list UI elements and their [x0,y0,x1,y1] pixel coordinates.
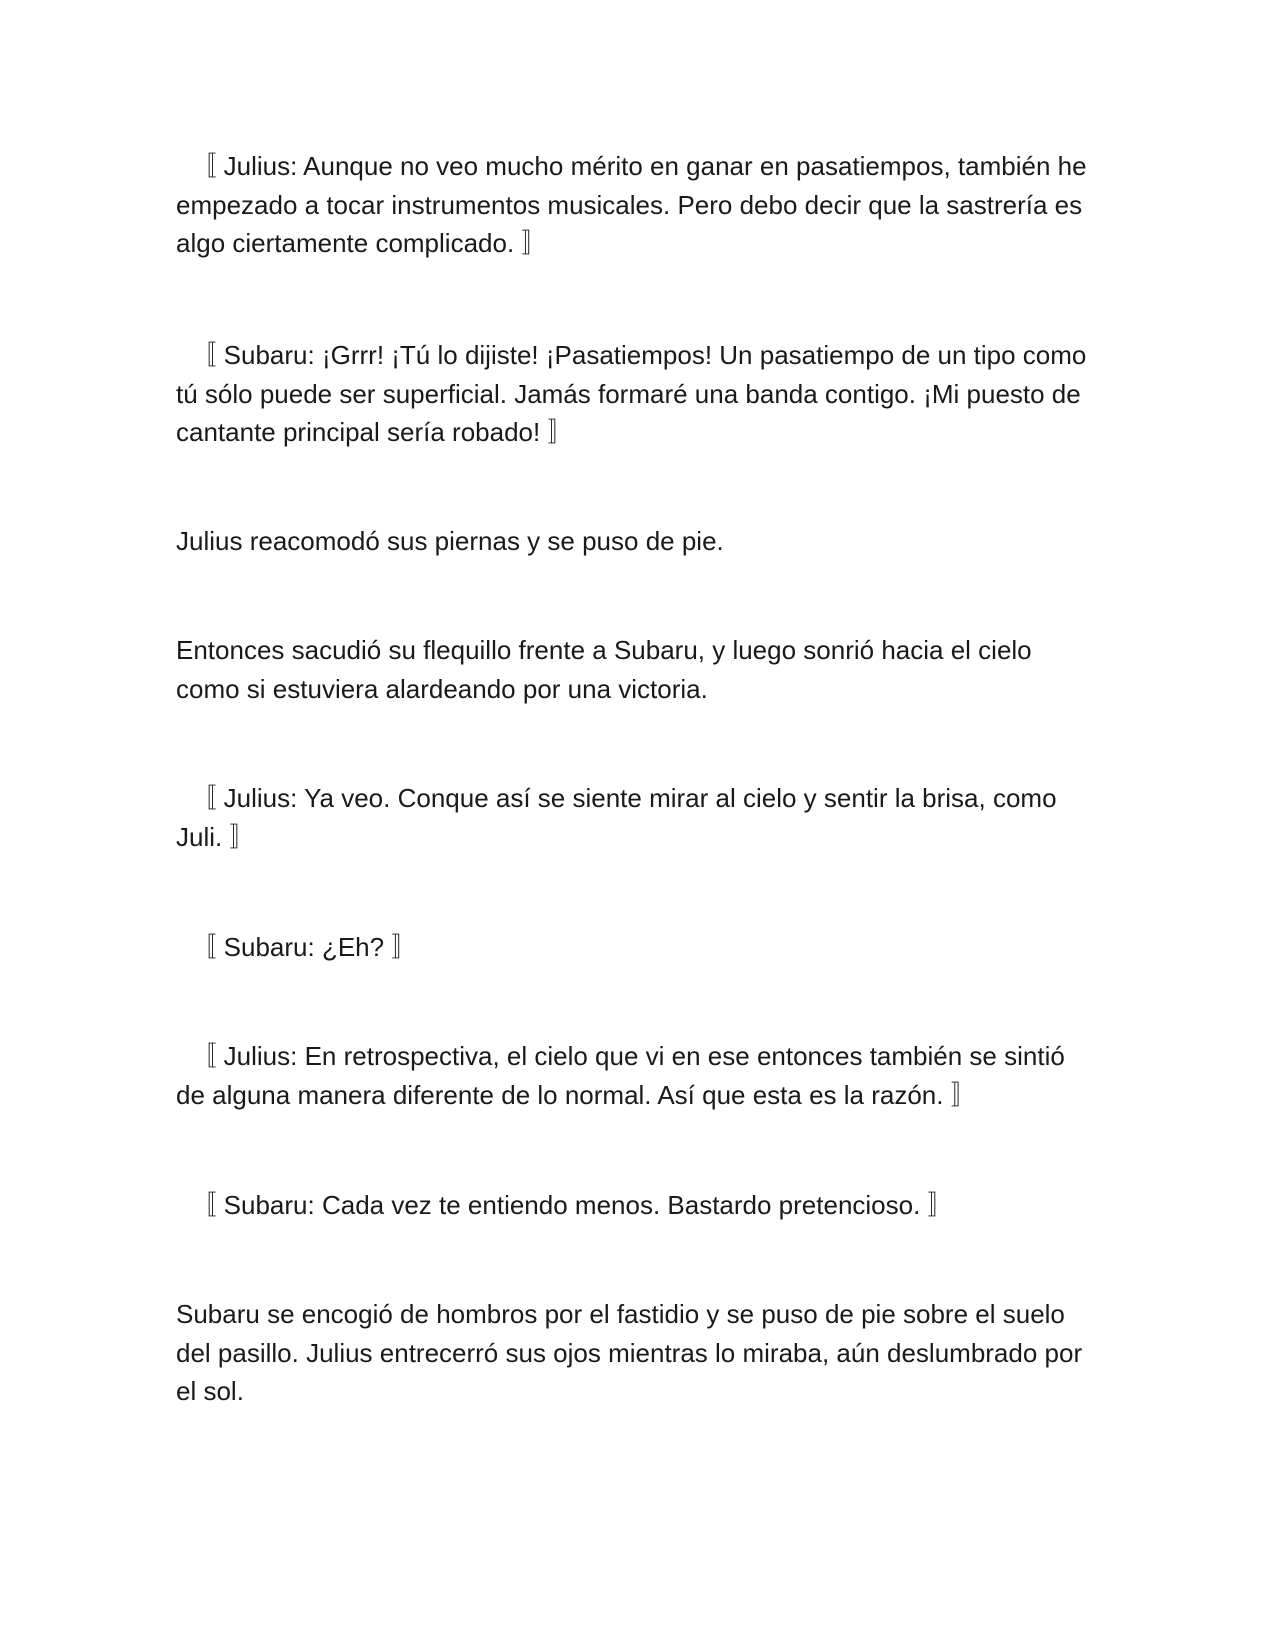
dialogue-paragraph: 〚 Julius: Ya veo. Conque así se siente mirar al cielo y sentir la brisa, como Juli. 〛 [176,783,1064,852]
narration-paragraph: Subaru se encogió de hombros por el fastidio y se puso de pie sobre el suelo del pasillo. Julius entrecerró sus ojos mientras lo miraba, aún deslumbrado por el sol. [176,1299,1090,1406]
dialogue-paragraph: 〚 Subaru: Cada vez te entiendo menos. Bastardo pretencioso. 〛 [176,1190,954,1220]
dialogue-paragraph: 〚 Subaru: ¿Eh? 〛 [176,932,418,962]
dialogue-paragraph: 〚 Julius: En retrospectiva, el cielo que vi en ese entonces también se sintió de alguna manera diferente de lo normal. Así que esta es la razón. 〛 [176,1041,1073,1110]
narration-paragraph: Entonces sacudió su flequillo frente a Subaru, y luego sonrió hacia el cielo como si estuviera alardeando por una victoria. [176,635,1039,704]
dialogue-paragraph: 〚 Julius: Aunque no veo mucho mérito en ganar en pasatiempos, también he empezado a tocar instrumentos musicales. Pero debo decir que la sastrería es algo ciertamente complicado. 〛 [176,151,1094,258]
narration-paragraph: Julius reacomodó sus piernas y se puso de pie. [176,526,724,556]
dialogue-paragraph: 〚 Subaru: ¡Grrr! ¡Tú lo dijiste! ¡Pasatiempos! Un pasatiempo de un tipo como tú sólo puede ser superficial. Jamás formaré una banda contigo. ¡Mi puesto de cantante principal sería robado! 〛 [176,340,1094,447]
